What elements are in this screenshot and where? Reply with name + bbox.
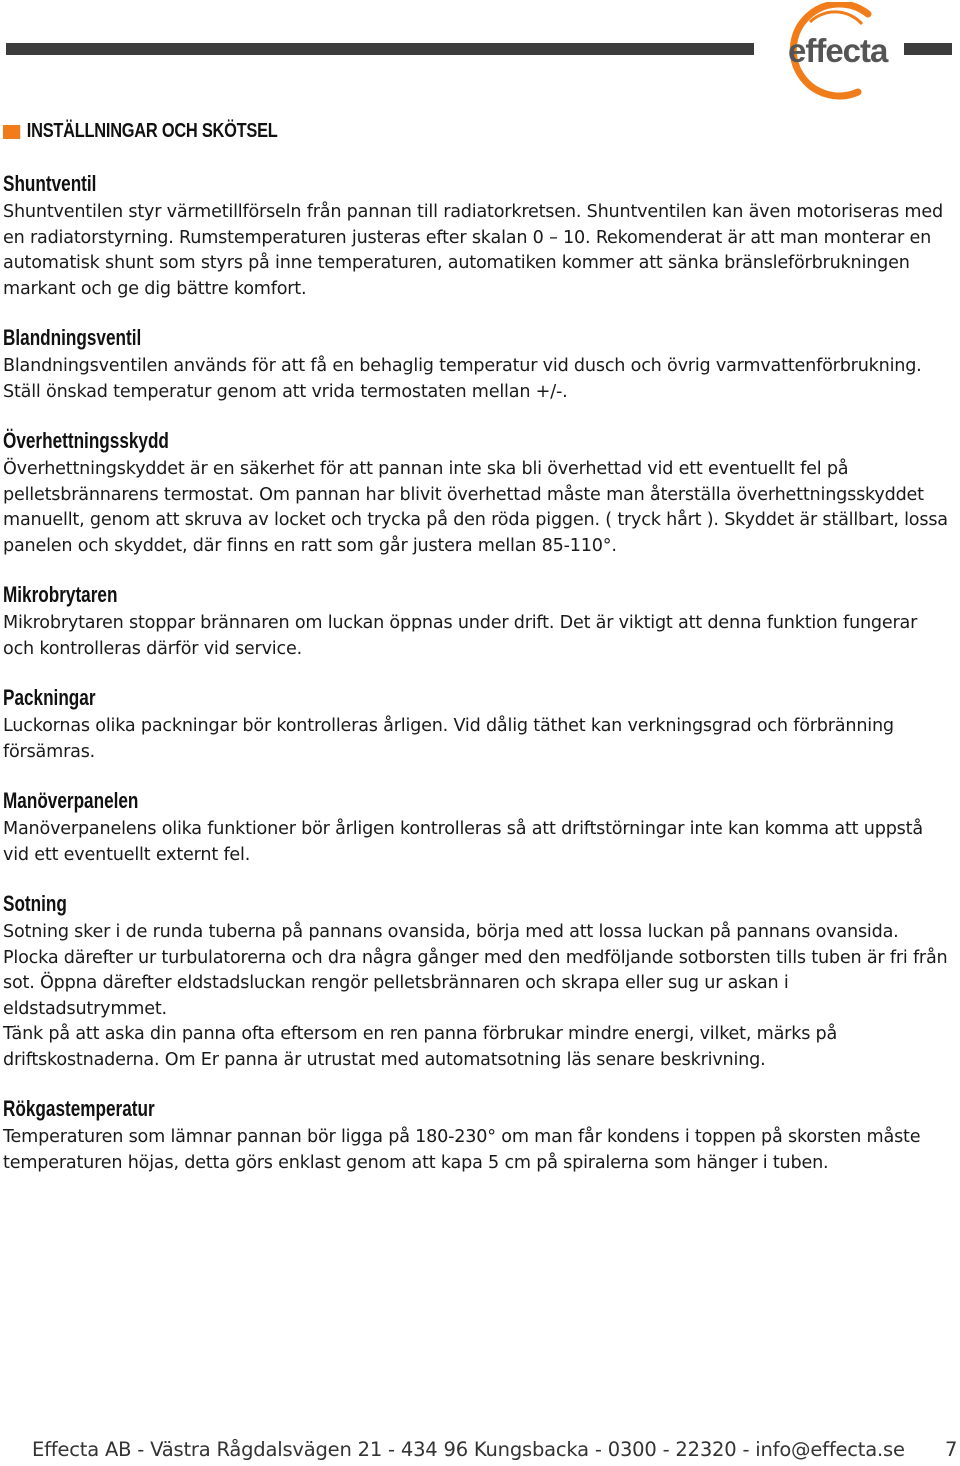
section-text: Luckornas olika packningar bör kontrolleras årligen. Vid dålig täthet kan verkningsgrad och förbränning försämras. bbox=[3, 716, 894, 762]
section-text: Överhettningskyddet är en säkerhet för att pannan inte ska bli överhettad vid ett eventuellt fel på pelletsbrännarens termostat. Om pannan har blivit överhettad måste man återställa överhettningsskyddet manuellt, genom att skruva av locket och trycka på den röda piggen. ( tryck hårt ). Skyddet är ställbart, lossa panelen och skyddet, där finns en ratt som går justera mellan 85-110°. bbox=[3, 459, 948, 556]
section-heading: Shuntventil bbox=[3, 171, 97, 196]
logo-text: effecta bbox=[788, 32, 888, 69]
section-text: Blandningsventilen används för att få en behaglig temperatur vid dusch och övrig varmvattenförbrukning. Ställ önskad temperatur genom att vrida termostaten mellan +/-. bbox=[3, 356, 922, 402]
page-section-title bbox=[3, 120, 278, 143]
header-bar-left bbox=[6, 43, 754, 55]
section-title-text: INSTÄLLNINGAR OCH SKÖTSEL bbox=[26, 120, 278, 142]
section-heading: Manöverpanelen bbox=[3, 788, 139, 813]
section-shuntventil bbox=[3, 170, 953, 302]
footer-address: Effecta AB - Västra Rågdalsvägen 21 - 434 96 Kungsbacka - 0300 - 22320 - info@effecta.se bbox=[32, 1438, 905, 1461]
section-rokgastemperatur bbox=[3, 1095, 953, 1176]
section-heading: Rökgastemperatur bbox=[3, 1096, 155, 1121]
section-heading: Blandningsventil bbox=[3, 325, 142, 350]
section-blandningsventil bbox=[3, 324, 953, 405]
section-text: Temperaturen som lämnar pannan bör ligga på 180-230° om man får kondens i toppen på skorsten måste temperaturen höjas, detta görs enklast genom att kapa 5 cm på spiralerna som hänger i tuben. bbox=[3, 1127, 921, 1173]
section-text: Shuntventilen styr värmetillförseln från pannan till radiatorkretsen. Shuntventilen kan även motoriseras med en radiatorstyrning. Rumstemperaturen justeras efter skalan 0 – 10. Rekomenderat är att man monterar en automatisk shunt som styrs på inne temperaturen, automatiken kommer att sänka bränsleförbrukningen markant och ge dig bättre komfort. bbox=[3, 202, 943, 299]
orange-square-icon bbox=[3, 125, 20, 139]
section-heading: Sotning bbox=[3, 891, 67, 916]
page-number: 7 bbox=[945, 1438, 958, 1461]
content bbox=[3, 170, 953, 1198]
effecta-logo bbox=[770, 2, 900, 106]
section-heading: Överhettningsskydd bbox=[3, 428, 169, 453]
section-text: Tänk på att aska din panna ofta eftersom en ren panna förbrukar mindre energi, vilket, märks på driftskostnaderna. Om Er panna är utrustat med automatsotning läs senare beskrivning. bbox=[3, 1024, 838, 1070]
section-manoverpanelen bbox=[3, 787, 953, 868]
header-bar-right bbox=[904, 43, 952, 55]
section-packningar bbox=[3, 684, 953, 765]
section-heading: Packningar bbox=[3, 685, 96, 710]
section-overhettningsskydd bbox=[3, 427, 953, 559]
section-text: Mikrobrytaren stoppar brännaren om luckan öppnas under drift. Det är viktigt att denna funktion fungerar och kontrolleras därför vid service. bbox=[3, 613, 918, 659]
section-sotning bbox=[3, 890, 953, 1073]
section-mikrobrytaren bbox=[3, 581, 953, 662]
section-heading: Mikrobrytaren bbox=[3, 582, 118, 607]
section-text: Sotning sker i de runda tuberna på pannans ovansida, börja med att lossa luckan på pannans ovansida. Plocka därefter ur turbulatorerna och dra några gånger med den medföljande sotborsten tills tuben är fri från sot. Öppna därefter eldstadsluckan rengör pelletsbrännaren och skrapa eller sug ur askan i eldstadsutrymmet. bbox=[3, 922, 948, 1019]
section-text: Manöverpanelens olika funktioner bör årligen kontrolleras så att driftstörningar inte kan komma att uppstå vid ett eventuellt externt fel. bbox=[3, 819, 923, 865]
